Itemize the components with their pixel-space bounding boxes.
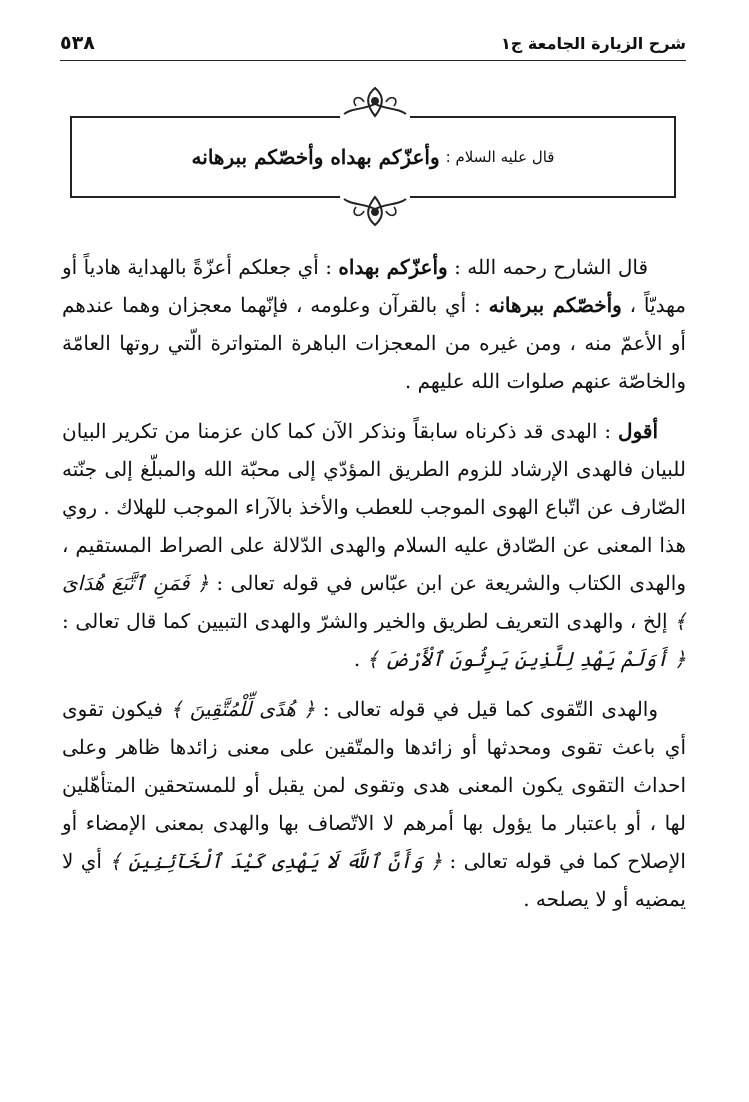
p3-text: فيكون تقوى أي باعث تقوى ومحدثها أو زائدها والمتّقين على معنى زائدها ظاهر وعلى احداث التقوى يكون المعنى هدى وتقوى لمن يقبل أو للمستحقين المتأهّلين لها ، أو باعتبار ما يؤول بها أمرهم لا الاتّصاف بها والهدى بمعنى الإمضاء أو الإصلاح كما في قوله تعالى : xyxy=(62,697,686,873)
quran-verse: ﴿ أَوَلَمْ يَهْدِ لِلَّذِينَ يَرِثُونَ ٱلْأَرْضَ ﴾ xyxy=(366,647,686,671)
p3-text: أي لا يمضيه أو لا يصلحه . xyxy=(62,849,686,911)
running-header xyxy=(60,26,686,61)
p2-text: إلخ ، والهدى التعريف لطريق والخير والشرّ والهدى التبيين كما قال تعالى : xyxy=(62,609,668,633)
paragraph-3 xyxy=(62,690,686,918)
running-title: شرح الزيارة الجامعة ج١ xyxy=(500,33,686,53)
bottom-ornament-icon xyxy=(340,193,410,229)
p1-bold: وأعزّكم بهداه xyxy=(338,255,448,279)
p1-text: : أي بالقرآن وعلومه ، فإنّهما معجزان وهما عندهم أو الأعمّ منه ، ومن غيره من المعجزات الباهرة المتواترة الّتي روتها العامّة والخاصّة عنهم صلوات الله عليهم . xyxy=(62,293,686,393)
paragraph-2 xyxy=(62,412,686,678)
page-number: ٥٣٨ xyxy=(60,32,95,54)
quran-verse: ﴿ وَأَنَّ ٱللَّهَ لَا يَهْدِى كَيْدَ ٱلْخَآئِنِينَ ﴾ xyxy=(109,849,443,873)
quote-text: وأعزّكم بهداه وأخصّكم ببرهانه xyxy=(191,145,440,169)
top-ornament-icon xyxy=(340,84,410,120)
quote-intro: قال عليه السلام : xyxy=(445,148,555,166)
p1-text: قال الشارح رحمه الله : xyxy=(454,255,649,279)
p1-bold: وأخصّكم ببرهانه xyxy=(488,293,622,317)
body-text xyxy=(62,248,686,930)
p2-text: . xyxy=(353,647,361,671)
p2-text: : الهدى قد ذكرناه سابقاً ونذكر الآن كما كان عزمنا من تكرير البيان للبيان فالهدى الإرشاد للزوم الطريق المؤدّي إلى محبّة الله والمبلّغ إلى جنّته الصّارف عن اتّباع الهوى الموجب للعطب والأخذ بالآراء الموجب للهلاك . روي هذا المعنى عن الصّادق عليه السلام والهدى الدّلالة على الصراط المستقيم ، والهدى الكتاب والشريعة عن ابن عبّاس في قوله تعالى : xyxy=(62,419,687,595)
quran-verse: ﴿ فَمَنِ ٱتَّبَعَ هُدَاىَ ﴾ xyxy=(62,571,687,633)
p1-text: : أي جعلكم أعزّةً بالهداية هادياً أو مهديّاً ، xyxy=(62,255,687,317)
quote-box xyxy=(70,116,676,198)
paragraph-1 xyxy=(62,248,686,400)
p2-bold: أقول xyxy=(618,419,659,443)
p3-text: والهدى التّقوى كما قيل في قوله تعالى : xyxy=(322,697,658,721)
quran-verse: ﴿ هُدًى لِّلْمُتَّقِينَ ﴾ xyxy=(170,697,316,721)
